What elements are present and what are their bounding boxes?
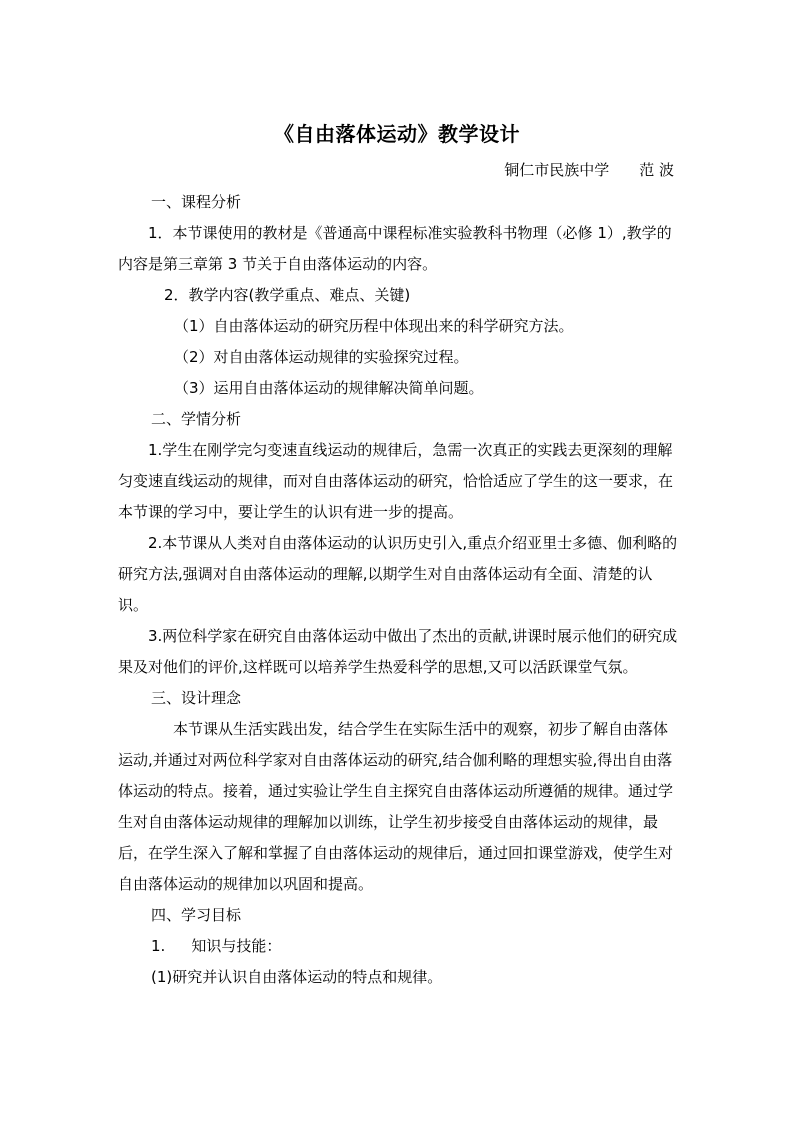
list-item	[118, 931, 678, 962]
paragraph: 2.本节课从人类对自由落体运动的认识历史引入,重点介绍亚里士多德、伽利略的研究方法,强调对自由落体运动的理解,以期学生对自由落体运动有全面、清楚的认识。	[118, 534, 678, 614]
list-item: （2）对自由落体运动规律的实验探究过程。	[174, 348, 469, 366]
list-item: （1）自由落体运动的研究历程中体现出来的科学研究方法。	[174, 317, 574, 335]
document-title: 《自由落体运动》教学设计	[274, 122, 520, 146]
list-item: (1)研究并认识自由落体运动的特点和规律。	[151, 968, 443, 986]
author-school: 铜仁市民族中学	[504, 161, 610, 179]
list-item: （3）运用自由落体运动的规律解决简单问题。	[174, 379, 484, 397]
section-heading: 二、学情分析	[151, 410, 242, 428]
document-body	[118, 187, 678, 993]
list-text: 知识与技能：	[191, 937, 282, 955]
paragraph: 1．本节课使用的教材是《普通高中课程标准实验教科书物理（必修 1）,教学的内容是第三章第 3 节关于自由落体运动的内容。	[118, 224, 672, 273]
paragraph: 1.学生在刚学完匀变速直线运动的规律后，急需一次真正的实践去更深刻的理解匀变速直线运动的规律，而对自由落体运动的研究，恰恰适应了学生的这一要求，在本节课的学习中，要让学生的认识有进一步的提高。	[118, 441, 674, 521]
list-number: 1.	[151, 937, 166, 955]
subheading: 2．教学内容(教学重点、难点、关键)	[164, 286, 411, 304]
author-line	[504, 159, 674, 180]
paragraph: 3.两位科学家在研究自由落体运动中做出了杰出的贡献,讲课时展示他们的研究成果及对他们的评价,这样既可以培养学生热爱科学的思想,又可以活跃课堂气氛。	[118, 627, 678, 676]
section-heading: 一、课程分析	[151, 193, 242, 211]
author-name: 范 波	[639, 161, 674, 179]
paragraph: 本节课从生活实践出发，结合学生在实际生活中的观察，初步了解自由落体运动,并通过对两位科学家对自由落体运动的研究,结合伽利略的理想实验,得出自由落体运动的特点。接着，通过实验让学生自主探究自由落体运动所遵循的规律。通过学生对自由落体运动规律的理解加以训练，让学生初步接受自由落体运动的规律，最后，在学生深入了解和掌握了自由落体运动的规律后，通过回扣课堂游戏，使学生对自由落体运动的规律加以巩固和提高。	[118, 720, 674, 893]
section-heading: 三、设计理念	[151, 689, 242, 707]
section-heading: 四、学习目标	[151, 906, 242, 924]
